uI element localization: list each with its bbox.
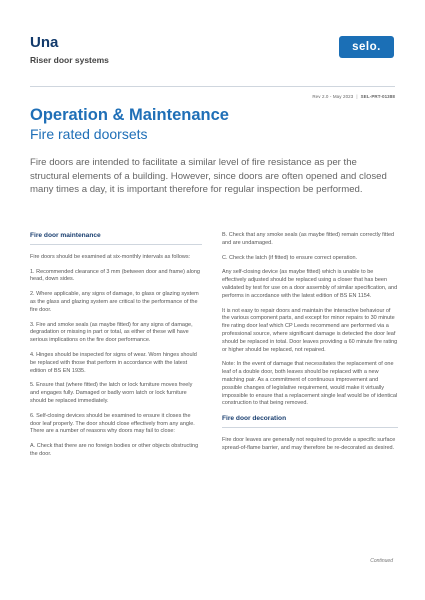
revision-text: Rev 2.0 - May 2023 xyxy=(312,94,354,99)
list-item: 1. Recommended clearance of 3 mm (between door and frame) along head, down sides. xyxy=(30,268,200,283)
list-item: 5. Ensure that (where fitted) the latch or lock furniture moves freely and engages fully. Damaged or badly worn latch or lock furniture should be replaced immediately. xyxy=(30,382,193,404)
list-item: A. Check that there are no foreign bodies or other objects obstructing the door. xyxy=(30,443,199,457)
selo-logo: selo. xyxy=(339,36,394,58)
section-divider xyxy=(222,427,398,428)
list-item: C. Check the latch (if fitted) to ensure correct operation. xyxy=(222,254,358,261)
maintenance-lead: Fire doors should be examined at six-monthly intervals as follows: xyxy=(30,253,191,260)
section-divider xyxy=(30,244,202,245)
section-title-decoration: Fire door decoration xyxy=(222,415,287,423)
document-meta xyxy=(312,94,395,99)
body-paragraph: Any self-closing device (as maybe fitted) which is unable to be effectively adjusted should be replaced using a closer that has been validated by test for use on a door assembly of similar specification, and performs in accordance with the latest edition of BS EN 1154. xyxy=(222,269,398,299)
page-title: Operation & Maintenance xyxy=(30,106,229,124)
body-paragraph: It is not easy to repair doors and maintain the interactive behaviour of the various component parts, and except for minor repairs to 30 minute fire rating door leaf which CP Leeds recommend are performed via a professional source, where significant damage is detected the door leaf should be replaced in total. Door leaves providing a 60 minute fire rating or higher should be replaced, not repaired. xyxy=(222,307,398,353)
decoration-paragraph: Fire door leaves are generally not required to provide a specific surface spread-of-flame barrier, and may therefore be re-decorated as desired. xyxy=(222,436,396,451)
list-item: 4. Hinges should be inspected for signs of wear. Worn hinges should be replaced with those that perform in accordance with the latest edition of BS EN 1935. xyxy=(30,351,197,374)
brand-name: Una xyxy=(30,34,59,51)
list-item: B. Check that any smoke seals (as maybe fitted) remain correctly fitted and are undamaged. xyxy=(222,232,395,246)
header-divider xyxy=(30,86,395,87)
list-item: 2. Where applicable, any signs of damage, to glass or glazing system as the glass and glazing system are critical to the performance of the fire door. xyxy=(30,291,199,313)
intro-paragraph: Fire doors are intended to facilitate a similar level of fire resistance as per the structural elements of a building. However, since doors are often opened and closed many times a day, it is important therefore for regular inspection be performed. xyxy=(30,157,387,195)
body-paragraph: Note: In the event of damage that necessitates the replacement of one leaf of a double door, both leaves should be replaced with a new matching pair. As a commitment of continuous improvement and possible changes of legislative requirement, would make it virtually impossible to ensure that a replacement single leaf would be of identical construction to that being removed. xyxy=(222,361,398,407)
section-title-maintenance: Fire door maintenance xyxy=(30,232,101,239)
page-subtitle: Fire rated doorsets xyxy=(30,126,148,142)
document-code: SEL-PRT-01388 xyxy=(360,94,395,99)
meta-separator: | xyxy=(356,94,358,99)
left-column xyxy=(30,232,202,466)
right-column xyxy=(222,232,398,460)
product-line: Riser door systems xyxy=(30,55,109,65)
continued-label: Continued xyxy=(370,558,393,564)
list-item: 3. Fire and smoke seals (as maybe fitted) for any signs of damage, degradation or missing in part or total, as either of these will have serious implications on the fire door performance. xyxy=(30,321,193,344)
list-item: 6. Self-closing devices should be examined to ensure it closes the door leaf properly. The door should close effectively from any angle. There are a number of reasons why doors may fail to close: xyxy=(30,412,195,435)
